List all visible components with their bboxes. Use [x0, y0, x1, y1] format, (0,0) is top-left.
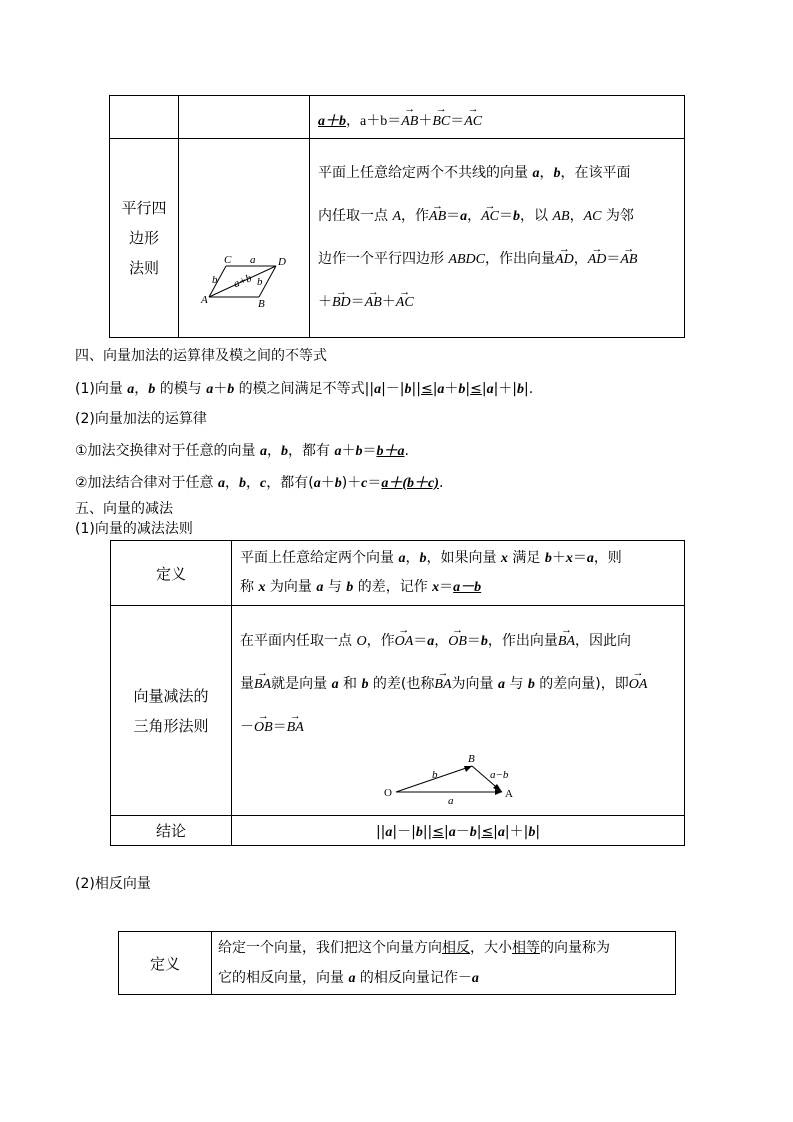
parallelogram-rule-label [110, 139, 179, 338]
triangle-figure [382, 746, 522, 806]
tri-line-3: －→ OB＝→ BA [240, 719, 304, 735]
section4-item4: ②加法结合律对于任意 a，b，c，都有(a＋b)＋c＝a＋(b＋c). [75, 475, 444, 491]
triangle-rule-desc [232, 606, 685, 816]
fig2-label-b-vec: b [432, 769, 438, 781]
fig-label-c: C [224, 254, 232, 266]
section4-item3: ①加法交换律对于任意的向量 a，b，都有 a＋b＝b＋a. [75, 443, 409, 459]
fig2-label-o: O [384, 787, 392, 799]
subtraction-rules-table [110, 540, 685, 846]
fig-label-d: D [278, 256, 286, 268]
fig2-label-a-vec: a [448, 795, 454, 806]
section5-sub2: (2)相反向量 [75, 876, 151, 892]
vector-ab: → AB [401, 114, 418, 130]
fig-label-a-top: a [250, 254, 256, 266]
desc-line-4: ＋→ BD＝→ AB＋→ AC [318, 294, 414, 310]
tri-label-line-1: 向量减法的 [133, 686, 209, 705]
opp-def-text [212, 932, 676, 995]
fig2-label-a: A [505, 788, 513, 800]
fig2-label-amb: a−b [490, 769, 509, 781]
fig-label-ab: a+b [231, 272, 254, 291]
addition-rules-table [109, 95, 685, 338]
conclusion-label: 结论 [111, 816, 232, 846]
opp-def-label: 定义 [119, 932, 212, 995]
difference-answer: a－b [453, 580, 482, 595]
parallelogram-figure-cell [179, 139, 310, 338]
fig-label-a: A [201, 294, 208, 306]
associative-answer: a＋(b＋c) [381, 476, 439, 491]
tri-line-2: 量→ BA就是向量 a 和 b 的差(也称→ BA为向量 a 与 b 的差向量)，即→ OA [240, 676, 647, 692]
def-label: 定义 [111, 541, 232, 606]
equals-sign: ＝ [450, 113, 465, 129]
fig-label-b-right: b [257, 276, 263, 288]
desc-line-2: 内任取一点 A，作→ AB＝a，→ AC＝b，以 AB，AC 为邻 [318, 208, 634, 224]
tri-line-1: 在平面内任取一点 O，作→ OA＝a，→ OB＝b，作出向量→ BA，因此向 [240, 633, 631, 649]
def-text [232, 541, 685, 606]
section4-heading: 四、向量加法的运算律及模之间的不等式 [75, 348, 327, 364]
conclusion-text: ||a|－|b||≤|a－b|≤|a|＋|b| [232, 816, 685, 846]
sum-eq-text: ，a＋b＝ [346, 114, 402, 129]
table1-row1-col1 [110, 96, 179, 139]
desc-line-1: 平面上任意给定两个不共线的向量 a，b，在该平面 [318, 165, 631, 181]
fig2-label-b: B [468, 753, 475, 765]
opp-line-1: 给定一个向量，我们把这个向量方向相反，大小相等的向量称为 [218, 939, 610, 956]
def-line-2: 称 x 为向量 a 与 b 的差，记作 x＝a－b [240, 579, 482, 595]
vector-ac: → AC [464, 114, 482, 130]
section5-heading: 五、向量的减法 [75, 501, 173, 517]
vector-bc: → BC [432, 114, 450, 130]
triangle-rule-label [111, 606, 232, 816]
label-line-1: 平行四 [121, 199, 167, 217]
sum-answer: a＋b [318, 114, 346, 129]
parallelogram-figure [179, 139, 309, 337]
fig-label-b-left: b [212, 274, 218, 286]
opposite-vector-table [118, 931, 676, 995]
commutative-answer: b＋a [376, 444, 405, 459]
opp-line-2: 它的相反向量，向量 a 的相反向量记作－a [218, 969, 479, 986]
section5-sub1: (1)向量的减法法则 [75, 521, 193, 537]
fig-label-b: B [258, 298, 265, 310]
def-line-1: 平面上任意给定两个向量 a，b，如果向量 x 满足 b＋x＝a，则 [240, 550, 622, 566]
table1-row1-col3 [310, 96, 685, 139]
tri-label-line-2: 三角形法则 [133, 716, 209, 735]
desc-line-3: 边作一个平行四边形 ABDC，作出向量→ AD，→ AD＝→ AB [318, 251, 637, 267]
section4-item1: (1)向量 a，b 的模与 a＋b 的模之间满足不等式||a|－|b||≤|a＋b|≤|a|＋|b|. [75, 381, 534, 397]
section4-item2: (2)向量加法的运算律 [75, 411, 207, 427]
plus-sign: ＋ [418, 113, 433, 129]
parallelogram-rule-desc [310, 139, 685, 338]
table1-row1-col2 [179, 96, 310, 139]
label-line-3: 法则 [128, 259, 159, 277]
label-line-2: 边形 [128, 229, 159, 247]
